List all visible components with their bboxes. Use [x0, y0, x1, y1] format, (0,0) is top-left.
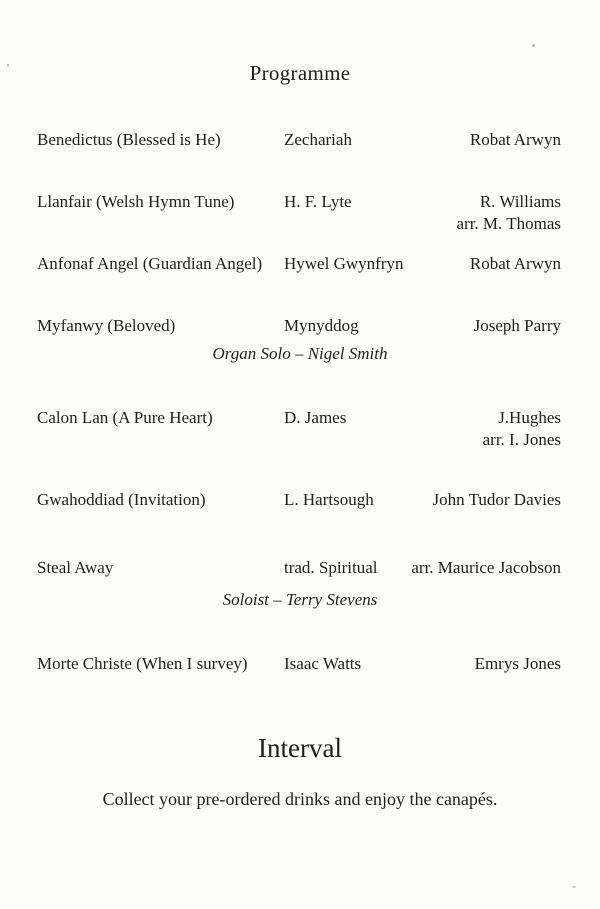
- piece-row: [0, 191, 600, 233]
- piece-composer: Joseph Parry: [473, 316, 561, 335]
- scan-speck: [532, 44, 535, 47]
- piece-row: [0, 253, 600, 275]
- piece-composer-block: [456, 191, 561, 235]
- performance-note: Soloist – Terry Stevens: [222, 590, 378, 609]
- piece-author: trad. Spiritual: [284, 558, 378, 577]
- scan-speck: [7, 64, 9, 67]
- piece-author: H. F. Lyte: [284, 192, 352, 211]
- piece-author: L. Hartsough: [284, 490, 374, 509]
- piece-composer: J.Hughes: [498, 408, 561, 427]
- piece-arranger: arr. M. Thomas: [456, 214, 561, 233]
- piece-title: Benedictus (Blessed is He): [37, 130, 221, 149]
- piece-row: [0, 315, 600, 337]
- piece-author: Hywel Gwynfryn: [284, 254, 404, 273]
- piece-title: Llanfair (Welsh Hymn Tune): [37, 192, 235, 211]
- piece-author: Zechariah: [284, 130, 352, 149]
- piece-composer: Robat Arwyn: [469, 130, 561, 149]
- piece-title: Myfanwy (Beloved): [37, 316, 176, 335]
- piece-row: [0, 557, 600, 579]
- piece-composer: R. Williams: [479, 192, 561, 211]
- piece-row: [0, 129, 600, 151]
- piece-row: [0, 653, 600, 675]
- scan-speck: [572, 886, 576, 888]
- piece-row: [0, 489, 600, 511]
- piece-title: Anfonaf Angel (Guardian Angel): [37, 254, 263, 273]
- piece-row: [0, 407, 600, 449]
- performance-note: Organ Solo – Nigel Smith: [212, 344, 388, 363]
- piece-composer: Robat Arwyn: [469, 254, 561, 273]
- interval-note: Collect your pre-ordered drinks and enjoy the canapés.: [102, 789, 498, 809]
- piece-title: Gwahoddiad (Invitation): [37, 490, 206, 509]
- piece-arranger: arr. I. Jones: [482, 430, 561, 449]
- piece-composer: Emrys Jones: [474, 654, 561, 673]
- page-title: Programme: [249, 61, 351, 85]
- piece-author: Mynyddog: [284, 316, 359, 335]
- piece-title: Morte Christe (When I survey): [37, 654, 248, 673]
- piece-author: Isaac Watts: [284, 654, 362, 673]
- piece-title: Calon Lan (A Pure Heart): [37, 408, 213, 427]
- piece-composer-block: [483, 407, 561, 451]
- piece-composer: John Tudor Davies: [432, 490, 561, 509]
- interval-heading: Interval: [258, 733, 342, 763]
- piece-title: Steal Away: [37, 558, 114, 577]
- piece-composer: arr. Maurice Jacobson: [411, 558, 561, 577]
- piece-author: D. James: [284, 408, 347, 427]
